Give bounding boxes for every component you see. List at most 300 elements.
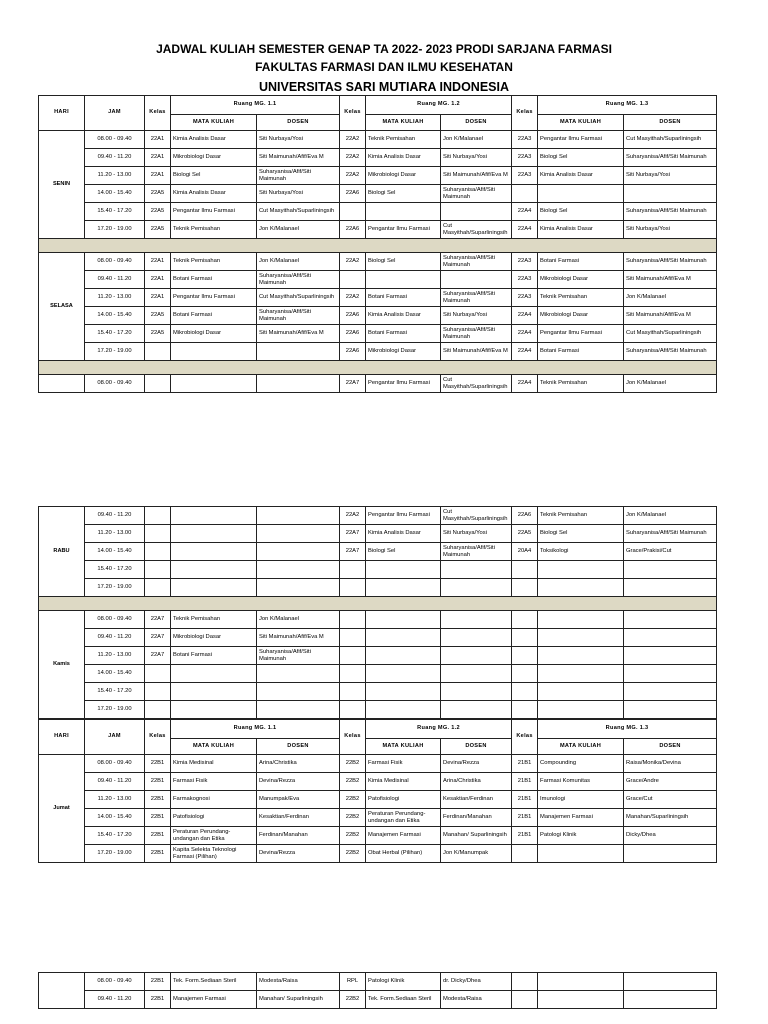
course-name: Mikrobiologi Dasar [171,149,257,167]
lecturer: Manahan/ Suparliningsih [441,827,512,845]
lecturer: Manahan/ Suparliningsih [257,991,340,1009]
day-separator [39,239,717,253]
class-code: 22B1 [145,773,171,791]
class-code: 22A5 [145,203,171,221]
hari-header: HARI [39,720,85,755]
time-slot: 17.20 - 19.00 [85,579,145,597]
class-code [512,991,538,1009]
course-name [538,629,624,647]
course-name [366,561,441,579]
course-name: Peraturan Perundang-undangan dan Etika [171,827,257,845]
course-name: Biologi Sel [538,203,624,221]
class-code: 22A1 [145,167,171,185]
class-code: 22A7 [145,647,171,665]
course-name: Kimia Medisinal [366,773,441,791]
class-code [145,561,171,579]
schedule-row [39,561,717,579]
lecturer: Suharyanisa/Afif/Siti Maimunah [257,647,340,665]
course-name: Biologi Sel [538,525,624,543]
class-code: RPL [340,973,366,991]
class-code: 22A2 [340,253,366,271]
class-code: 22A1 [145,253,171,271]
course-name: Biologi Sel [366,185,441,203]
course-name [171,701,257,719]
lecturer: Grace/Cut [624,791,717,809]
time-slot: 14.00 - 15.40 [85,809,145,827]
lecturer: Siti Maimunah/Afif/Eva M [441,343,512,361]
lecturer: Cut Masyithah/Suparliningsih [624,325,717,343]
header-row [39,720,717,739]
lecturer: Suharyanisa/Afif/Siti Maimunah [257,271,340,289]
class-code: 22A5 [145,221,171,239]
class-code [512,973,538,991]
class-code: 22A4 [512,221,538,239]
day-name: Kamis [39,611,85,719]
class-code [145,701,171,719]
course-name [538,973,624,991]
lecturer: Siti Maimunah/Afif/Eva M [257,325,340,343]
course-name: Pengantar Ilmu Farmasi [366,507,441,525]
time-slot: 11.20 - 13.00 [85,167,145,185]
course-name: Compounding [538,755,624,773]
class-code [340,647,366,665]
kelas-header: Kelas [512,720,538,755]
lecturer: Siti Nurbaya/Yosi [624,167,717,185]
course-name: Botani Farmasi [538,343,624,361]
course-name: Biologi Sel [366,253,441,271]
course-name: Biologi Sel [171,167,257,185]
room-header: Ruang MG. 1.3 [538,720,717,739]
course-name [538,701,624,719]
mata-kuliah-header: MATA KULIAH [171,115,257,131]
class-code: 22A5 [512,525,538,543]
schedule-row [39,773,717,791]
course-name: Farmakognosi [171,791,257,809]
schedule-row [39,611,717,629]
mata-kuliah-header: MATA KULIAH [366,115,441,131]
lecturer [257,701,340,719]
schedule-row [39,579,717,597]
class-code: 22A6 [512,507,538,525]
course-name: Pengantar Ilmu Farmasi [171,203,257,221]
time-slot: 17.20 - 19.00 [85,701,145,719]
class-code: 22B1 [145,845,171,863]
class-code: 22A3 [512,149,538,167]
course-name: Toksikologi [538,543,624,561]
lecturer [441,579,512,597]
course-name: Manajemen Farmasi [538,809,624,827]
university-title: UNIVERSITAS SARI MUTIARA INDONESIA [258,80,509,94]
class-code [512,185,538,203]
lecturer: Suharyanisa/Afif/Siti Maimunah [441,325,512,343]
time-slot: 14.00 - 15.40 [85,665,145,683]
course-name: Tek. Form.Sediaan Steril [366,991,441,1009]
kelas-header: Kelas [145,96,171,131]
lecturer: Kesaktian/Ferdinan [257,809,340,827]
schedule-row [39,203,717,221]
class-code: 22A3 [512,271,538,289]
course-name: Botani Farmasi [366,325,441,343]
day-name [39,375,85,393]
lecturer: Manahan/Suparliningsih [624,809,717,827]
lecturer: Siti Maimunah/Afif/Eva M [257,629,340,647]
lecturer: Devina/Rezza [441,755,512,773]
class-code [512,647,538,665]
room-header: Ruang MG. 1.2 [366,720,512,739]
mata-kuliah-header: MATA KULIAH [171,739,257,755]
lecturer: Kesaktian/Ferdinan [441,791,512,809]
course-name [171,343,257,361]
lecturer: Suharyanisa/Afif/Siti Maimunah [624,149,717,167]
class-code: 22B2 [340,755,366,773]
schedule-row [39,791,717,809]
class-code: 22A6 [340,185,366,203]
lecturer [441,271,512,289]
lecturer [624,611,717,629]
lecturer: Siti Maimunah/Afif/Eva M [257,149,340,167]
course-name [171,561,257,579]
day-name: Jumat [39,755,85,863]
course-name: Pengantar Ilmu Farmasi [538,325,624,343]
course-name [171,507,257,525]
class-code: 21B1 [512,809,538,827]
lecturer [441,611,512,629]
class-code [145,579,171,597]
schedule-row [39,185,717,203]
class-code [145,343,171,361]
course-name: Mikrobiologi Dasar [538,271,624,289]
lecturer [624,683,717,701]
course-name [366,611,441,629]
lecturer: Jon K/Malanael [257,611,340,629]
course-name: Mikrobiologi Dasar [171,629,257,647]
lecturer [441,647,512,665]
course-name: Patologi Klinik [366,973,441,991]
lecturer: Siti Nurbaya/Yosi [624,221,717,239]
class-code [145,525,171,543]
lecturer [257,375,340,393]
course-name: Kimia Analisis Dasar [366,307,441,325]
course-name [171,579,257,597]
lecturer: Jon K/Manumpak [441,845,512,863]
course-name: Farmasi Fisik [366,755,441,773]
header-row [39,96,717,115]
course-name: Pengantar Ilmu Farmasi [366,375,441,393]
lecturer: Modesta/Raisa [257,973,340,991]
lecturer [257,507,340,525]
time-slot: 17.20 - 19.00 [85,221,145,239]
lecturer: Cut Masyithah/Suparliningsih [257,203,340,221]
class-code [512,845,538,863]
time-slot: 17.20 - 19.00 [85,845,145,863]
class-code [145,543,171,561]
time-slot: 09.40 - 11.20 [85,991,145,1009]
dosen-header: DOSEN [624,115,717,131]
class-code: 21B1 [512,827,538,845]
schedule-row [39,683,717,701]
class-code [340,611,366,629]
schedule-row [39,271,717,289]
course-name: Teknik Pemisahan [171,253,257,271]
mata-kuliah-header: MATA KULIAH [366,739,441,755]
lecturer: Devina/Rezza [257,773,340,791]
course-name [366,647,441,665]
lecturer: Dicky/Dhea [624,827,717,845]
course-name [171,543,257,561]
lecturer [441,683,512,701]
lecturer: Siti Maimunah/Afif/Eva M [624,307,717,325]
lecturer: Ferdinan/Manahan [257,827,340,845]
dosen-header: DOSEN [257,739,340,755]
separator-cell [39,239,717,253]
lecturer [624,991,717,1009]
class-code: 22A1 [145,131,171,149]
day-separator [39,361,717,375]
lecturer [624,701,717,719]
class-code: 22A7 [145,629,171,647]
course-name: Teknik Pemisahan [366,131,441,149]
class-code: 22B2 [340,845,366,863]
jam-header: JAM [85,96,145,131]
schedule-row [39,131,717,149]
course-name [366,203,441,221]
course-name: Mikrobiologi Dasar [538,307,624,325]
course-name [366,665,441,683]
lecturer: Arina/Christika [257,755,340,773]
course-name: Patofisiologi [366,791,441,809]
course-name [538,611,624,629]
class-code: 21B1 [512,755,538,773]
class-code: 22A4 [512,375,538,393]
day-name: SELASA [39,253,85,361]
class-code [512,561,538,579]
course-name: Manajemen Farmasi [366,827,441,845]
schedule-table-part-3 [38,972,717,1009]
class-code [145,375,171,393]
schedule-row [39,647,717,665]
kelas-header: Kelas [512,96,538,131]
schedule-row [39,991,717,1009]
lecturer: Suharyanisa/Afif/Siti Maimunah [441,543,512,561]
course-name: Kimia Analisis Dasar [171,185,257,203]
course-name [538,665,624,683]
jam-header: JAM [85,720,145,755]
course-name [538,991,624,1009]
schedule-row [39,307,717,325]
mata-kuliah-header: MATA KULIAH [538,739,624,755]
class-code: 22A2 [340,149,366,167]
class-code [340,665,366,683]
lecturer: Arina/Christika [441,773,512,791]
lecturer [624,185,717,203]
schedule-row [39,289,717,307]
lecturer: Suharyanisa/Afif/Siti Maimunah [624,343,717,361]
class-code: 22A5 [145,325,171,343]
lecturer: dr. Dicky/Dhea [441,973,512,991]
course-name: Biologi Sel [366,543,441,561]
lecturer: Siti Nurbaya/Yosi [441,307,512,325]
course-name [171,683,257,701]
course-name [366,579,441,597]
separator-cell [39,597,717,611]
course-name: Kimia Analisis Dasar [366,525,441,543]
course-name: Pengantar Ilmu Farmasi [538,131,624,149]
day-name: RABU [39,507,85,597]
time-slot: 14.00 - 15.40 [85,307,145,325]
class-code: 22A1 [145,271,171,289]
course-name [538,845,624,863]
schedule-row [39,149,717,167]
class-code: 22B2 [340,791,366,809]
lecturer [257,665,340,683]
lecturer: Grace/Prakisi/Cut [624,543,717,561]
schedule-row [39,253,717,271]
lecturer [257,525,340,543]
mata-kuliah-header: MATA KULIAH [538,115,624,131]
room-header: Ruang MG. 1.1 [171,96,340,115]
course-name: Tek. Form.Sediaan Steril [171,973,257,991]
class-code: 22A5 [145,307,171,325]
time-slot: 15.40 - 17.20 [85,683,145,701]
course-name: Obat Herbal (Pilihan) [366,845,441,863]
course-name [366,701,441,719]
lecturer [624,973,717,991]
class-code: 22A4 [512,325,538,343]
lecturer [624,561,717,579]
class-code [340,629,366,647]
time-slot: 15.40 - 17.20 [85,827,145,845]
schedule-row [39,525,717,543]
schedule-table-part-2 [38,506,717,719]
time-slot: 08.00 - 09.40 [85,253,145,271]
lecturer: Suharyanisa/Afif/Siti Maimunah [441,253,512,271]
schedule-row [39,167,717,185]
course-name: Kimia Analisis Dasar [171,131,257,149]
kelas-header: Kelas [340,96,366,131]
lecturer: Cut Masyithah/Suparliningsih [441,375,512,393]
course-name: Kimia Analisis Dasar [538,167,624,185]
lecturer [441,561,512,579]
class-code: 22A2 [340,507,366,525]
lecturer: Siti Nurbaya/Yosi [257,185,340,203]
lecturer [257,683,340,701]
lecturer: Raisa/Monika/Devina [624,755,717,773]
lecturer [441,665,512,683]
time-slot: 14.00 - 15.40 [85,543,145,561]
time-slot: 09.40 - 11.20 [85,507,145,525]
class-code: 22A4 [512,343,538,361]
lecturer: Jon K/Malanael [624,375,717,393]
lecturer: Suharyanisa/Afif/Siti Maimunah [441,289,512,307]
schedule-row [39,629,717,647]
lecturer [624,845,717,863]
course-name [538,579,624,597]
schedule-row [39,755,717,773]
dosen-header: DOSEN [624,739,717,755]
class-code [340,271,366,289]
course-name: Mikrobiologi Dasar [366,167,441,185]
time-slot: 09.40 - 11.20 [85,629,145,647]
course-name: Botani Farmasi [171,647,257,665]
time-slot: 15.40 - 17.20 [85,561,145,579]
schedule-row [39,809,717,827]
course-name [366,629,441,647]
course-name: Mikrobiologi Dasar [171,325,257,343]
course-name: Teknik Pemisahan [538,289,624,307]
lecturer: Ferdinan/Manahan [441,809,512,827]
course-name [171,665,257,683]
time-slot: 15.40 - 17.20 [85,325,145,343]
class-code: 22A4 [512,307,538,325]
class-code [145,683,171,701]
class-code: 22B1 [145,991,171,1009]
lecturer: Cut Masyithah/Suparliningsih [257,289,340,307]
class-code: 22A3 [512,253,538,271]
class-code: 22B2 [340,809,366,827]
course-name: Teknik Pemisahan [538,375,624,393]
dosen-header: DOSEN [257,115,340,131]
class-code: 22B2 [340,827,366,845]
lecturer [624,647,717,665]
class-code [145,507,171,525]
class-code [512,683,538,701]
lecturer: Suharyanisa/Afif/Siti Maimunah [257,307,340,325]
schedule-row [39,665,717,683]
course-name: Botani Farmasi [538,253,624,271]
class-code: 22A7 [340,543,366,561]
lecturer [624,629,717,647]
class-code: 21B1 [512,791,538,809]
lecturer: Suharyanisa/Afif/Siti Maimunah [624,203,717,221]
class-code: 22A1 [145,149,171,167]
day-separator [39,597,717,611]
class-code: 22B1 [145,755,171,773]
schedule-row [39,343,717,361]
class-code: 22B2 [340,773,366,791]
class-code: 22A2 [340,167,366,185]
lecturer: Jon K/Malanael [624,507,717,525]
course-name: Kimia Analisis Dasar [366,149,441,167]
lecturer: Manumpak/Eva [257,791,340,809]
room-header: Ruang MG. 1.2 [366,96,512,115]
separator-cell [39,361,717,375]
class-code: 22A7 [145,611,171,629]
class-code: 22A7 [340,525,366,543]
schedule-row [39,973,717,991]
lecturer [441,629,512,647]
course-name: Botani Farmasi [171,271,257,289]
day-name: SENIN [39,131,85,239]
course-name: Kimia Medisinal [171,755,257,773]
class-code: 22A2 [340,289,366,307]
class-code: 22A1 [145,289,171,307]
class-code: 22A6 [340,221,366,239]
time-slot: 15.40 - 17.20 [85,203,145,221]
day-name [39,973,85,1009]
course-name: Teknik Pemisahan [171,611,257,629]
course-name: Pengantar Ilmu Farmasi [171,289,257,307]
class-code: 22B1 [145,827,171,845]
course-name [171,525,257,543]
schedule-row [39,507,717,525]
class-code: 22A3 [512,131,538,149]
schedule-row [39,375,717,393]
class-code [512,611,538,629]
lecturer [441,701,512,719]
room-header: Ruang MG. 1.3 [538,96,717,115]
course-name: Manajemen Farmasi [171,991,257,1009]
lecturer: Jon K/Malanael [257,221,340,239]
